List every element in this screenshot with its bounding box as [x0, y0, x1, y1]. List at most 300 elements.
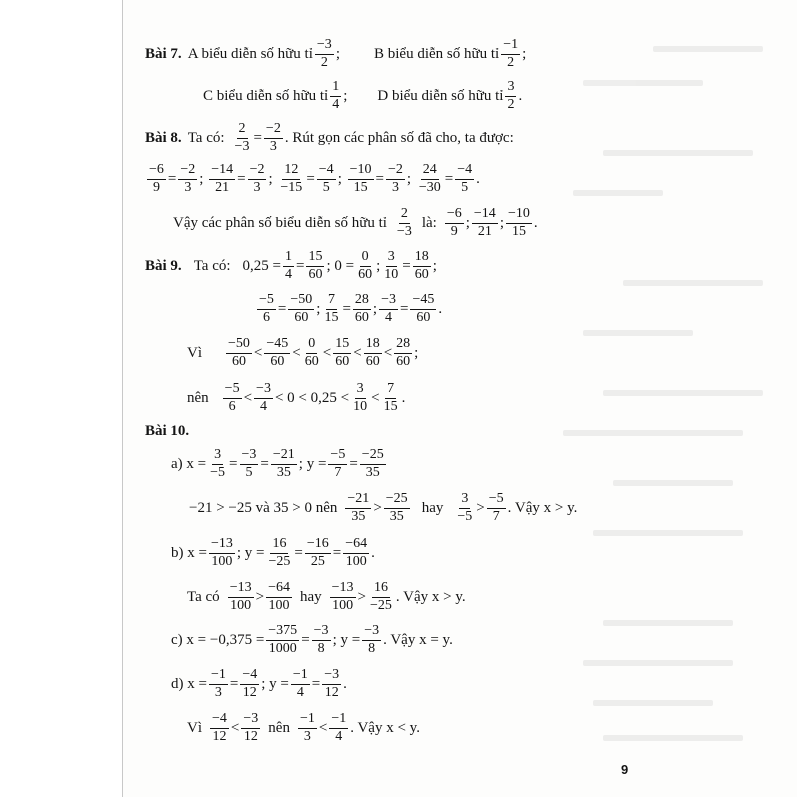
math-text: . Vậy x > y. [507, 499, 578, 516]
math-text: < [383, 344, 393, 361]
denominator: −3 [234, 138, 250, 154]
math-text: hay [421, 499, 444, 516]
fraction [329, 712, 348, 744]
fraction [333, 337, 351, 369]
numerator: −4 [317, 163, 336, 180]
fraction [445, 207, 464, 239]
numerator: −13 [228, 581, 254, 598]
numerator: −3 [254, 382, 273, 399]
numerator: −3 [322, 668, 341, 685]
math-text: < 0 < 0,25 < [274, 389, 350, 406]
math-text: = [237, 170, 246, 187]
math-text: ; [406, 170, 415, 187]
math-text: b) x = [171, 544, 207, 561]
bleed-through [543, 0, 797, 797]
math-text: là: [421, 214, 437, 231]
denominator: 60 [365, 353, 380, 369]
math-text: = [229, 675, 239, 692]
numerator: −16 [305, 537, 331, 554]
numerator: 2 [237, 122, 248, 139]
math-text: = [253, 129, 262, 146]
denominator: 60 [414, 266, 429, 282]
denominator: 35 [365, 464, 380, 480]
numerator: −45 [264, 337, 290, 354]
numerator: 1 [283, 250, 294, 267]
math-text: < [253, 344, 263, 361]
denominator: 4 [296, 684, 304, 700]
math-text: ; [337, 170, 346, 187]
math-text: d) x = [171, 675, 207, 692]
denominator: 25 [310, 553, 325, 569]
denominator: 100 [268, 597, 290, 613]
numerator: −21 [271, 448, 297, 465]
math-text: . Vậy x = y. [383, 631, 453, 648]
denominator: 7 [334, 464, 342, 480]
math-text: = [400, 300, 409, 317]
denominator: 8 [368, 640, 376, 656]
math-text: ; [335, 45, 340, 62]
denominator: 3 [253, 179, 261, 195]
math-text: hay [299, 588, 322, 605]
numerator: −4 [240, 668, 259, 685]
math-text: ; [465, 214, 470, 231]
math-text: ; [372, 300, 378, 317]
numerator: −25 [384, 492, 410, 509]
denominator: 4 [335, 728, 343, 744]
bai9-row-1 [145, 250, 437, 282]
denominator: 5 [245, 464, 253, 480]
denominator: 5 [322, 179, 330, 195]
denominator: 5 [461, 179, 469, 195]
numerator: −2 [248, 163, 267, 180]
denominator: 4 [285, 266, 293, 282]
fraction [368, 581, 394, 613]
denominator: 60 [354, 309, 369, 325]
denominator: 15 [383, 398, 398, 414]
math-text: ; 0 = [326, 257, 355, 274]
numerator: 16 [270, 537, 288, 554]
denominator: 15 [353, 179, 368, 195]
fraction [382, 250, 400, 282]
math-text: Vì [187, 719, 202, 736]
numerator: −14 [472, 207, 498, 224]
numerator: 7 [385, 382, 396, 399]
math-text: Ta có [187, 588, 220, 605]
math-text: < [322, 344, 332, 361]
fraction [208, 448, 227, 480]
math-text: . [476, 170, 480, 187]
denominator: 12 [243, 728, 258, 744]
denominator: 4 [260, 398, 267, 414]
math-text: = [277, 300, 287, 317]
bai8-row-intro [145, 122, 514, 154]
fraction [317, 163, 336, 195]
numerator: −4 [210, 712, 229, 729]
math-text: < [318, 719, 328, 736]
math-text: ; [432, 257, 437, 274]
math-text: = [229, 455, 238, 472]
numerator: −5 [487, 492, 506, 509]
fraction [353, 293, 371, 325]
denominator: 60 [304, 353, 319, 369]
numerator: 18 [413, 250, 431, 267]
bai10-a-row-2 [189, 492, 577, 524]
numerator: −6 [445, 207, 464, 224]
math-text: = [167, 170, 177, 187]
fraction [413, 250, 431, 282]
fraction [266, 581, 292, 613]
fraction [379, 293, 398, 325]
math-text: > [476, 499, 485, 516]
math-text: = [306, 170, 315, 187]
fraction [312, 624, 331, 656]
denominator: 8 [317, 640, 325, 656]
bai10-d-row-1 [171, 668, 347, 700]
denominator: −3 [396, 223, 412, 239]
fraction [298, 712, 317, 744]
fraction [226, 337, 252, 369]
numerator: −50 [226, 337, 252, 354]
math-text: < [230, 719, 240, 736]
fraction [223, 382, 242, 414]
numerator: 28 [394, 337, 412, 354]
denominator: 35 [389, 508, 404, 524]
numerator: −3 [362, 624, 381, 641]
fraction [472, 207, 498, 239]
math-text: ; [414, 344, 419, 361]
bai9-row-4 [187, 382, 405, 414]
fraction [254, 382, 273, 414]
denominator: 21 [215, 179, 230, 195]
denominator: 6 [262, 309, 270, 325]
numerator: −2 [386, 163, 405, 180]
fraction [209, 668, 228, 700]
denominator: 9 [152, 179, 160, 195]
fraction [283, 250, 294, 282]
denominator: 9 [450, 223, 458, 239]
numerator: −3 [315, 38, 334, 55]
fraction [328, 448, 347, 480]
denominator: 15 [511, 223, 526, 239]
denominator: 10 [384, 266, 399, 282]
fraction [455, 492, 474, 524]
math-text: . [371, 544, 375, 561]
numerator: −1 [298, 712, 317, 729]
math-text: . [401, 389, 406, 406]
fraction [264, 122, 283, 154]
bai10-title-row [145, 424, 189, 439]
bai10-title: Bài 10. [145, 423, 190, 439]
math-text: ; [376, 257, 381, 274]
numerator: −1 [291, 668, 310, 685]
math-text: . Vậy x < y. [350, 719, 420, 736]
math-text: = [402, 257, 411, 274]
math-text: > [255, 588, 265, 605]
denominator: −5 [210, 464, 226, 480]
fraction [382, 382, 400, 414]
fraction [288, 293, 314, 325]
math-text: ; [199, 170, 208, 187]
bai8-row-reductions [145, 163, 480, 195]
bai9-row-3 [187, 337, 418, 369]
numerator: −14 [209, 163, 235, 180]
bai7-b-text: B biểu diễn số hữu tỉ [373, 45, 500, 62]
math-text: = [311, 675, 321, 692]
math-text: ; y = [261, 675, 289, 692]
math-text: > [357, 588, 367, 605]
fraction [417, 163, 443, 195]
math-text: ; y = [236, 544, 265, 561]
numerator: 3 [505, 80, 516, 97]
fraction [178, 163, 197, 195]
fraction [241, 712, 260, 744]
bai10-c-row [171, 624, 453, 656]
numerator: 3 [459, 492, 470, 509]
fraction [248, 163, 267, 195]
numerator: −10 [506, 207, 532, 224]
numerator: 3 [212, 448, 223, 465]
numerator: 3 [355, 382, 366, 399]
bai7-c-text: C biểu diễn số hữu tỉ [203, 87, 329, 104]
fraction [501, 38, 520, 70]
numerator: 3 [386, 250, 397, 267]
denominator: −5 [457, 508, 473, 524]
denominator: −25 [370, 597, 392, 613]
math-text: = [332, 544, 342, 561]
math-text: < [243, 389, 253, 406]
math-text: ; y = [298, 455, 327, 472]
fraction [394, 337, 412, 369]
denominator: 35 [276, 464, 291, 480]
numerator: 18 [364, 337, 382, 354]
numerator: 28 [353, 293, 371, 310]
bai10-d-row-2 [187, 712, 420, 744]
fraction [322, 668, 341, 700]
denominator: 3 [214, 684, 222, 700]
fraction [266, 624, 299, 656]
denominator: 60 [231, 353, 246, 369]
fraction [278, 163, 304, 195]
math-text: . [518, 87, 523, 104]
fraction [209, 163, 235, 195]
denominator: 21 [477, 223, 492, 239]
numerator: −1 [501, 38, 520, 55]
fraction [386, 163, 405, 195]
fraction [233, 122, 252, 154]
math-text: . [533, 214, 538, 231]
numerator: −50 [288, 293, 314, 310]
denominator: 3 [184, 179, 192, 195]
fraction [291, 668, 310, 700]
denominator: 12 [212, 728, 227, 744]
fraction [356, 250, 374, 282]
math-text: nên [187, 389, 209, 406]
numerator: −3 [240, 448, 259, 465]
math-text: = [375, 170, 384, 187]
math-text: . Rút gọn các phân số đã cho, ta được: [284, 129, 514, 146]
fraction [330, 80, 341, 112]
fraction [264, 337, 290, 369]
numerator: 0 [306, 337, 317, 354]
numerator: 15 [333, 337, 351, 354]
math-text: = [349, 455, 358, 472]
denominator: 12 [242, 684, 257, 700]
numerator: −1 [329, 712, 348, 729]
math-text: ; [522, 45, 527, 62]
fraction [330, 581, 356, 613]
math-text: c) x = −0,375 = [171, 631, 265, 648]
fraction [240, 668, 259, 700]
denominator: 2 [507, 96, 515, 112]
fraction [455, 163, 474, 195]
fraction [209, 537, 235, 569]
denominator: 3 [269, 138, 277, 154]
fraction [487, 492, 506, 524]
fraction [506, 207, 532, 239]
fraction [360, 448, 386, 480]
bai7-title: Bài 7. [145, 45, 182, 62]
textbook-page [122, 0, 797, 797]
math-text: Ta có: [187, 129, 225, 146]
bai9-row-2 [255, 293, 442, 325]
denominator: 4 [385, 309, 393, 325]
bai7-row-cd [203, 80, 522, 112]
numerator: −6 [147, 163, 166, 180]
denominator: 35 [351, 508, 366, 524]
fraction [306, 250, 324, 282]
math-text: Vì [187, 344, 202, 361]
denominator: 2 [320, 54, 328, 70]
fraction [303, 337, 321, 369]
fraction [362, 624, 381, 656]
fraction [505, 80, 516, 112]
numerator: −375 [266, 624, 299, 641]
denominator: 60 [416, 309, 431, 325]
math-text: = [301, 631, 310, 648]
denominator: 60 [335, 353, 350, 369]
denominator: 60 [294, 309, 309, 325]
bai10-b-row-1 [171, 537, 375, 569]
math-text: ; y = [332, 631, 361, 648]
math-text: ; [499, 214, 504, 231]
fraction [267, 537, 293, 569]
numerator: 16 [372, 581, 390, 598]
denominator: 4 [332, 96, 340, 112]
bai10-b-row-2 [187, 581, 466, 613]
numerator: 0 [360, 250, 371, 267]
numerator: −64 [343, 537, 369, 554]
bai8-row-conclusion [173, 207, 538, 239]
denominator: −30 [418, 179, 441, 195]
denominator: 7 [492, 508, 500, 524]
numerator: −45 [410, 293, 436, 310]
numerator: −5 [328, 448, 347, 465]
fraction [315, 38, 334, 70]
numerator: −13 [330, 581, 356, 598]
bai7-d-text: D biểu diễn số hữu tỉ [377, 87, 504, 104]
math-text: a) x = [171, 455, 207, 472]
fraction [364, 337, 382, 369]
denominator: 2 [507, 54, 515, 70]
numerator: −3 [379, 293, 398, 310]
denominator: 60 [396, 353, 411, 369]
numerator: −1 [209, 668, 228, 685]
math-text: 0,25 = [242, 257, 282, 274]
numerator: −4 [455, 163, 474, 180]
denominator: −25 [268, 553, 291, 569]
fraction [228, 581, 254, 613]
fraction [384, 492, 410, 524]
math-text: < [371, 389, 380, 406]
math-text: ; [343, 87, 348, 104]
math-text: > [373, 499, 382, 516]
math-text: . [343, 675, 347, 692]
denominator: 10 [353, 398, 368, 414]
math-text: −21 > −25 và 35 > 0 nên [189, 499, 338, 516]
denominator: 60 [270, 353, 285, 369]
denominator: 3 [391, 179, 399, 195]
numerator: −21 [345, 492, 371, 509]
math-text: Ta có: [193, 257, 231, 274]
numerator: 24 [421, 163, 439, 180]
math-text: < [292, 344, 301, 361]
numerator: −5 [223, 382, 242, 399]
numerator: 7 [326, 293, 337, 310]
math-text: = [342, 300, 351, 317]
denominator: −15 [280, 179, 303, 195]
denominator: 15 [324, 309, 339, 325]
bai7-row-ab [145, 38, 526, 70]
numerator: −64 [266, 581, 292, 598]
bai10-a-row-1 [171, 448, 388, 480]
numerator: 1 [330, 80, 341, 97]
fraction [322, 293, 340, 325]
math-text: nên [268, 719, 290, 736]
denominator: 1000 [268, 640, 297, 656]
fraction [343, 537, 369, 569]
denominator: 100 [345, 553, 367, 569]
numerator: −2 [178, 163, 197, 180]
numerator: 12 [282, 163, 300, 180]
math-text: Vậy các phân số biểu diễn số hữu tỉ [173, 214, 387, 231]
fraction [410, 293, 436, 325]
denominator: 100 [230, 597, 252, 613]
denominator: 60 [358, 266, 373, 282]
math-text: = [294, 544, 303, 561]
numerator: 2 [399, 207, 410, 224]
math-text: ; [316, 300, 321, 317]
numerator: −3 [241, 712, 260, 729]
bai9-title: Bài 9. [145, 257, 182, 274]
denominator: 12 [324, 684, 339, 700]
fraction [257, 293, 276, 325]
fraction [271, 448, 297, 480]
fraction [345, 492, 371, 524]
numerator: −2 [264, 122, 283, 139]
bai8-title: Bài 8. [145, 129, 182, 146]
math-text: = [260, 455, 269, 472]
numerator: 15 [306, 250, 324, 267]
denominator: 100 [332, 597, 354, 613]
math-text: = [296, 257, 305, 274]
numerator: −10 [348, 163, 374, 180]
math-text: . [438, 300, 443, 317]
numerator: −25 [360, 448, 386, 465]
page-number: 9 [621, 762, 629, 777]
numerator: −5 [257, 293, 276, 310]
fraction [147, 163, 166, 195]
denominator: 6 [228, 398, 236, 414]
